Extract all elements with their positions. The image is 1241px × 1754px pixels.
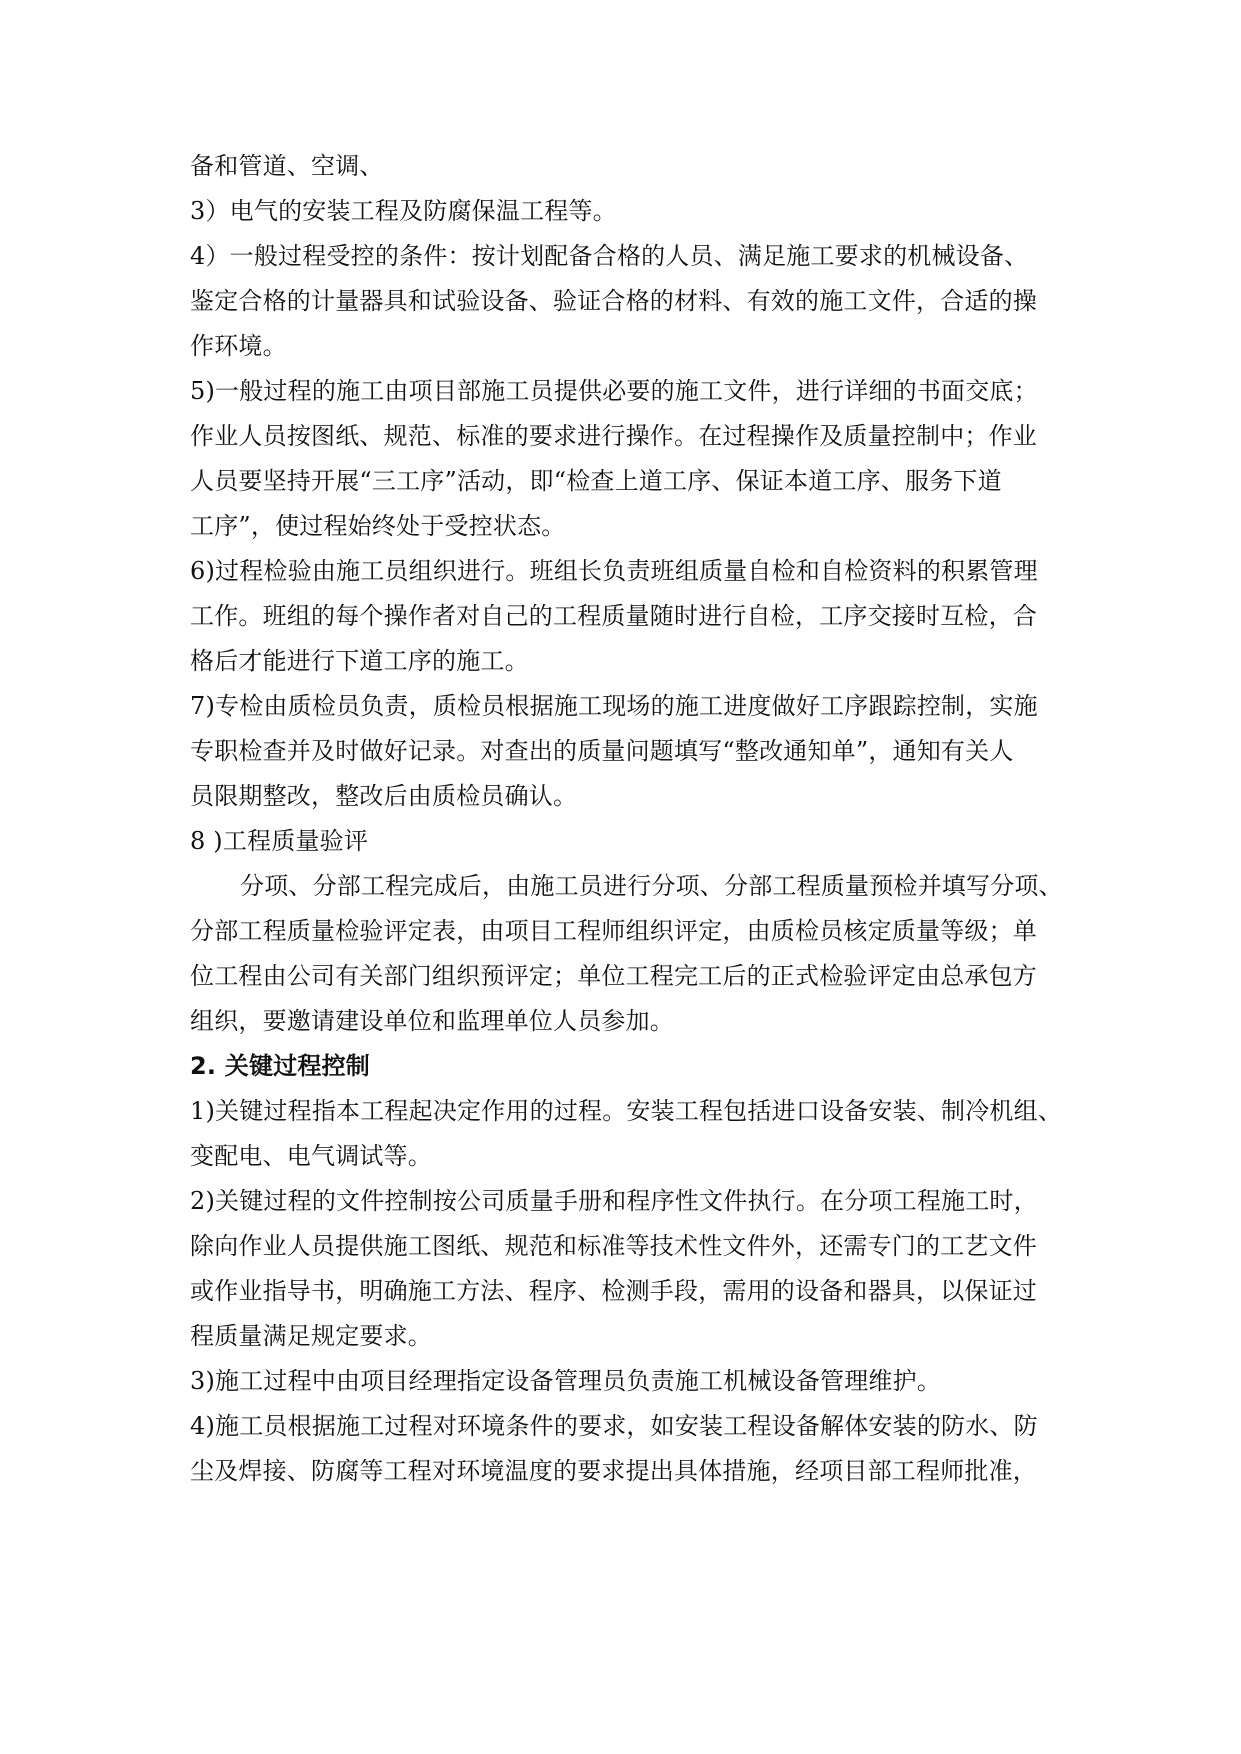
- text-line: 1)关键过程指本工程起决定作用的过程。安装工程包括进口设备安装、制冷机组、: [190, 1097, 1063, 1125]
- text-line: 鉴定合格的计量器具和试验设备、验证合格的材料、有效的施工文件，合适的操: [190, 287, 1037, 315]
- text-line: 格后才能进行下道工序的施工。: [190, 647, 529, 675]
- text-line: 人员要坚持开展“三工序”活动，即“检查上道工序、保证本道工序、服务下道: [190, 467, 1002, 495]
- text-line: 变配电、电气调试等。: [190, 1142, 432, 1170]
- text-line: 程质量满足规定要求。: [190, 1322, 432, 1350]
- text-line: 工序”，使过程始终处于受控状态。: [190, 512, 566, 540]
- text-line: 员限期整改，整改后由质检员确认。: [190, 782, 578, 810]
- text-line: 专职检查并及时做好记录。对查出的质量问题填写“整改通知单”，通知有关人: [190, 737, 1014, 765]
- document-body: [190, 144, 1063, 1494]
- text-line: 3）电气的安装工程及防腐保温工程等。: [190, 197, 617, 225]
- text-line: 2)关键过程的文件控制按公司质量手册和程序性文件执行。在分项工程施工时，: [190, 1187, 1038, 1215]
- text-line: 4)施工员根据施工过程对环境条件的要求，如安装工程设备解体安装的防水、防: [190, 1412, 1038, 1440]
- text-line: 备和管道、空调、: [190, 152, 384, 180]
- text-line: 位工程由公司有关部门组织预评定；单位工程完工后的正式检验评定由总承包方: [190, 962, 1037, 990]
- text-line: 工作。班组的每个操作者对自己的工程质量随时进行自检，工序交接时互检，合: [190, 602, 1037, 630]
- text-line: 组织，要邀请建设单位和监理单位人员参加。: [190, 1007, 674, 1035]
- text-line: 尘及焊接、防腐等工程对环境温度的要求提出具体措施，经项目部工程师批准，: [190, 1457, 1037, 1485]
- text-line: 6)过程检验由施工员组织进行。班组长负责班组质量自检和自检资料的积累管理: [190, 557, 1038, 585]
- text-line: 5)一般过程的施工由项目部施工员提供必要的施工文件，进行详细的书面交底；: [190, 377, 1038, 405]
- text-line: 除向作业人员提供施工图纸、规范和标准等技术性文件外，还需专门的工艺文件: [190, 1232, 1037, 1260]
- section-heading: 2. 关键过程控制: [190, 1052, 370, 1080]
- text-line: 或作业指导书，明确施工方法、程序、检测手段，需用的设备和器具，以保证过: [190, 1277, 1037, 1305]
- text-line: 3)施工过程中由项目经理指定设备管理员负责施工机械设备管理维护。: [190, 1367, 942, 1395]
- text-line: 作环境。: [190, 332, 287, 360]
- text-line: 作业人员按图纸、规范、标准的要求进行操作。在过程操作及质量控制中；作业: [190, 422, 1037, 450]
- text-line-indented: 分项、分部工程完成后，由施工员进行分项、分部工程质量预检并填写分项、: [240, 872, 1063, 900]
- text-line: 8 )工程质量验评: [190, 827, 369, 855]
- text-line: 4）一般过程受控的条件：按计划配备合格的人员、满足施工要求的机械设备、: [190, 242, 1029, 270]
- text-line: 7)专检由质检员负责，质检员根据施工现场的施工进度做好工序跟踪控制，实施: [190, 692, 1038, 720]
- text-line: 分部工程质量检验评定表，由项目工程师组织评定，由质检员核定质量等级；单: [190, 917, 1037, 945]
